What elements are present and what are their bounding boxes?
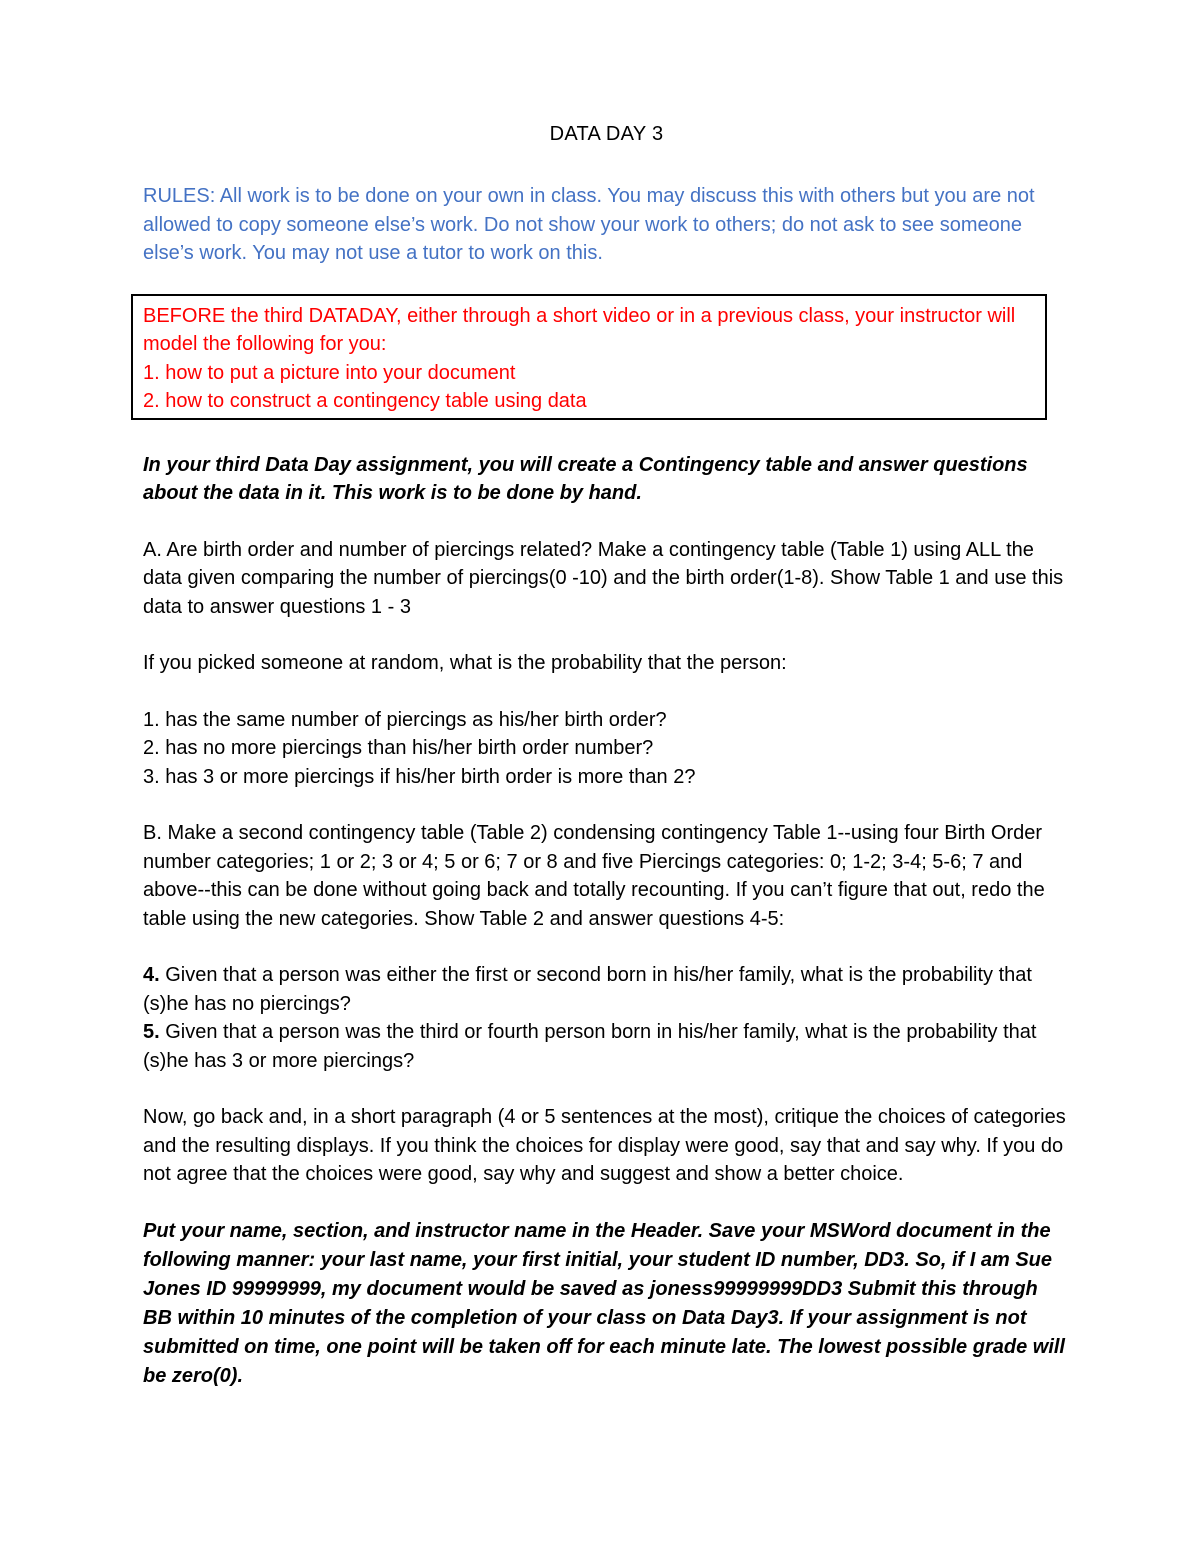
critique-paragraph: Now, go back and, in a short paragraph (4 or 5 sentences at the most), critique the choices of categories and the resulting displays. If you think the choices for display were good, say that and say why. If you do not agree that the choices were good, say why and suggest and show a better choice. (143, 1106, 1066, 1185)
part-a-paragraph: A. Are birth order and number of piercings related? Make a contingency table (Table 1) using ALL the data given comparing the number of piercings(0 -10) and the birth order(1-8). Show Table 1 and use this data to answer questions 1 - 3 (143, 538, 1064, 618)
notice-item: 2. how to construct a contingency table using data (143, 390, 587, 412)
rules-paragraph: RULES: All work is to be done on your own in class. You may discuss this with others but you are not allowed to copy someone else’s work. Do not show your work to others; do not ask to see someone else’s work. You may not use a tutor to work on this. (143, 185, 1035, 264)
part-b-paragraph: B. Make a second contingency table (Table 2) condensing contingency Table 1--using four Birth Order number categories; 1 or 2; 3 or 4; 5 or 6; 7 or 8 and five Piercings categories: 0; 1-2; 3-4; 5-6; 7 and above--this can be done without going back and totally recounting. If you can’t figure that out, redo the table using the new categories. Show Table 2 and answer questions 4-5: (143, 822, 1045, 930)
notice-list (143, 359, 1035, 416)
random-prompt: If you picked someone at random, what is the probability that the person: (143, 652, 787, 674)
question-item: 1. has the same number of piercings as his/her birth order? (143, 708, 667, 731)
instructor-notice-box (131, 294, 1047, 420)
question-number: 5. (143, 1021, 160, 1043)
question-text: Given that a person was the third or fourth person born in his/her family, what is the probability that (s)he has 3 or more piercings? (143, 1021, 1037, 1072)
question-item (143, 961, 1070, 1018)
question-item: 3. has 3 or more piercings if his/her birth order is more than 2? (143, 765, 696, 788)
notice-intro: BEFORE the third DATADAY, either through a short video or in a previous class, your instructor will model the following for you: (143, 304, 1016, 355)
question-item: 2. has no more piercings than his/her birth order number? (143, 737, 654, 759)
notice-item: 1. how to put a picture into your document (143, 361, 516, 384)
assignment-intro: In your third Data Day assignment, you will create a Contingency table and answer questions about the data in it. This work is to be done by hand. (143, 453, 1028, 504)
questions-a-list (143, 706, 1070, 792)
page-title: DATA DAY 3 (549, 123, 664, 145)
questions-b-list (143, 961, 1070, 1075)
question-text: Given that a person was either the first or second born in his/her family, what is the probability that (s)he has no piercings? (143, 964, 1032, 1015)
question-item (143, 1018, 1070, 1075)
submission-instructions: Put your name, section, and instructor name in the Header. Save your MSWord document in the following manner: your last name, your first initial, your student ID number, DD3. So, if I am Sue Jones ID 99999999, my document would be saved as joness99999999DD3 Submit this through BB within 10 minutes of the completion of your class on Data Day3. If your assignment is not submitted on time, one point will be taken off for each minute late. The lowest possible grade will be zero(0). (143, 1219, 1065, 1387)
question-number: 4. (143, 964, 160, 986)
